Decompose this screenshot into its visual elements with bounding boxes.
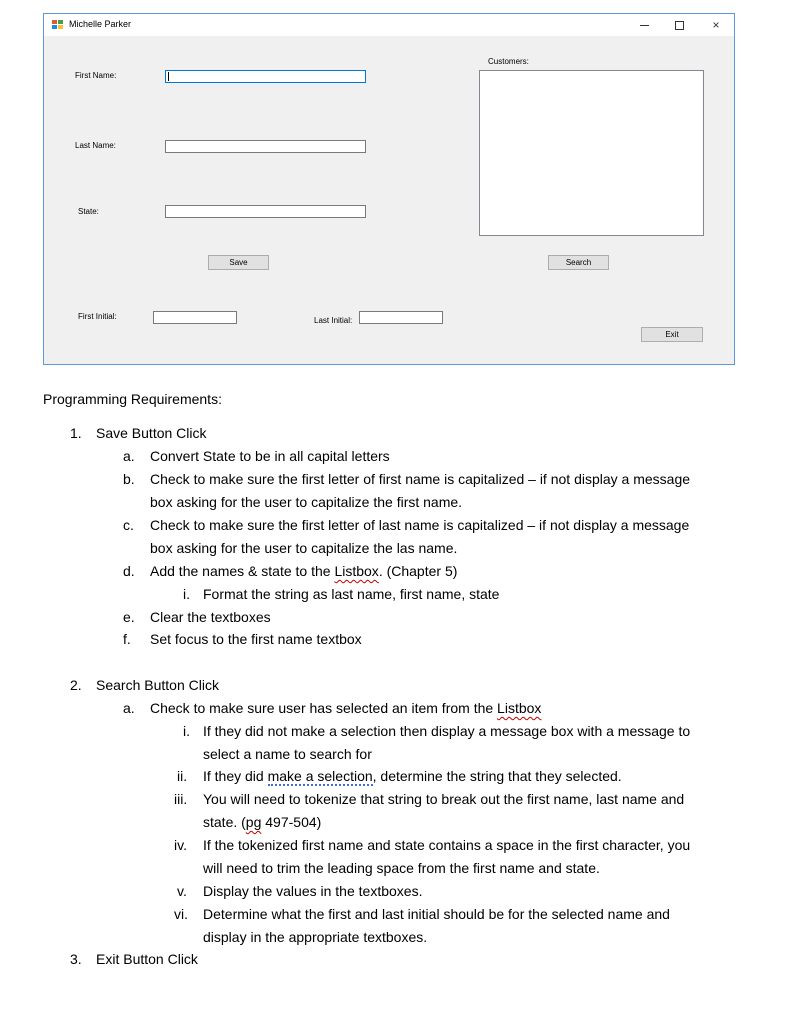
requirements-heading: Programming Requirements:: [43, 391, 222, 407]
spellcheck-word: pg: [245, 814, 262, 830]
text-part: Check to make sure user has selected an item from the: [150, 700, 498, 716]
text-part: . (Chapter 5): [378, 563, 458, 579]
item-marker: v.: [177, 883, 187, 899]
list-item-text: Set focus to the first name textbox: [150, 631, 362, 647]
item-marker: iv.: [174, 837, 187, 853]
section-title: Save Button Click: [96, 425, 207, 441]
text-part: 497-504): [261, 814, 322, 830]
list-item-text: Determine what the first and last initial should be for the selected name and: [203, 906, 670, 922]
last-name-input[interactable]: [165, 140, 366, 153]
text-part: Add the names & state to the: [150, 563, 335, 579]
first-initial-label: First Initial:: [78, 312, 117, 321]
app-window: [43, 13, 735, 365]
grammar-flag-word: make a selection: [267, 768, 373, 784]
list-item-text: [203, 765, 622, 788]
first-initial-input[interactable]: [153, 311, 237, 324]
minimize-button[interactable]: [629, 16, 659, 34]
list-item-text: Format the string as last name, first name, state: [203, 586, 500, 602]
item-marker: ii.: [177, 768, 188, 784]
list-item: [70, 422, 82, 445]
customers-label: Customers:: [488, 57, 529, 66]
spellcheck-word: Listbox: [334, 563, 379, 579]
item-marker: e.: [123, 609, 135, 625]
item-marker: c.: [123, 517, 134, 533]
item-marker: a.: [123, 448, 135, 464]
minimize-icon: [640, 25, 649, 26]
list-item-text: [150, 697, 541, 720]
list-item-text: select a name to search for: [203, 746, 372, 762]
list-item-text: If they did not make a selection then display a message box with a message to: [203, 723, 691, 739]
list-item-text: [203, 811, 321, 834]
text-part: state. (: [203, 814, 246, 830]
window-title: Michelle Parker: [69, 19, 132, 29]
save-button[interactable]: Save: [208, 255, 269, 270]
customers-listbox[interactable]: [479, 70, 704, 236]
app-icon: [52, 20, 63, 29]
state-label: State:: [78, 207, 99, 216]
list-item-text: Convert State to be in all capital letters: [150, 448, 390, 464]
list-item-text: display in the appropriate textboxes.: [203, 929, 428, 945]
item-marker: i.: [183, 586, 190, 602]
section-title: Search Button Click: [96, 677, 219, 693]
first-name-input[interactable]: [165, 70, 366, 83]
last-initial-label: Last Initial:: [314, 316, 353, 325]
last-initial-input[interactable]: [359, 311, 443, 324]
text-part: If they did: [203, 768, 268, 784]
first-name-label: First Name:: [75, 71, 117, 80]
list-item-text: Check to make sure the first letter of first name is capitalized – if not display a message: [150, 471, 691, 487]
close-icon: ×: [712, 18, 720, 32]
list-item-text: Display the values in the textboxes.: [203, 883, 423, 899]
item-marker: d.: [123, 563, 135, 579]
exit-button[interactable]: Exit: [641, 327, 703, 342]
list-item-text: If the tokenized first name and state contains a space in the first character, you: [203, 837, 691, 853]
list-item-text: Clear the textboxes: [150, 609, 271, 625]
list-item-text: box asking for the user to capitalize the first name.: [150, 494, 463, 510]
item-marker: i.: [183, 723, 190, 739]
item-marker: iii.: [174, 791, 188, 807]
item-marker: 1.: [70, 425, 82, 441]
close-button[interactable]: [701, 16, 731, 34]
maximize-icon: [675, 21, 684, 30]
search-button[interactable]: Search: [548, 255, 609, 270]
state-input[interactable]: [165, 205, 366, 218]
spellcheck-word: Listbox: [497, 700, 542, 716]
item-marker: a.: [123, 700, 135, 716]
list-item-text: Check to make sure the first letter of last name is capitalized – if not display a message: [150, 517, 690, 533]
list-item-text: box asking for the user to capitalize the las name.: [150, 540, 458, 556]
item-marker: 2.: [70, 677, 82, 693]
item-marker: 3.: [70, 951, 82, 967]
last-name-label: Last Name:: [75, 141, 116, 150]
item-marker: f.: [123, 631, 131, 647]
text-part: , determine the string that they selected.: [372, 768, 622, 784]
text-caret: [168, 72, 169, 81]
item-marker: b.: [123, 471, 135, 487]
list-item-text: [150, 560, 457, 583]
maximize-button[interactable]: [664, 16, 694, 34]
list-item-text: You will need to tokenize that string to break out the first name, last name and: [203, 791, 685, 807]
title-bar[interactable]: [44, 14, 734, 36]
item-marker: vi.: [174, 906, 188, 922]
list-item-text: will need to trim the leading space from the first name and state.: [203, 860, 600, 876]
section-title: Exit Button Click: [96, 951, 198, 967]
